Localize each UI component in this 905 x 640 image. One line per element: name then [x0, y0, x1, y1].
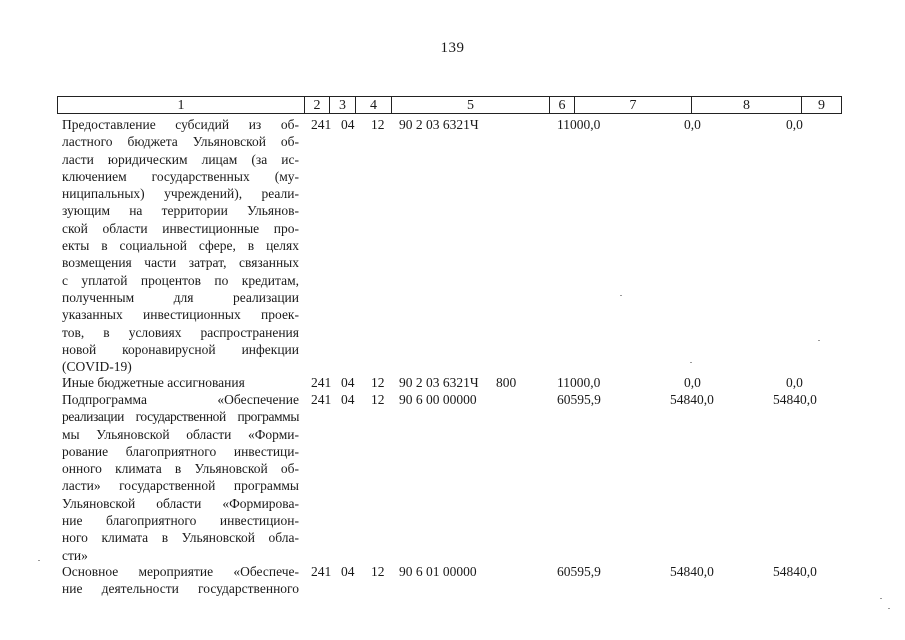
scan-speck [880, 598, 882, 599]
cell-col-8: 0,0 [684, 117, 701, 132]
cell-col-3: 04 [341, 117, 355, 132]
description-line: ние благоприятного инвестицион- [62, 513, 299, 529]
cell-col-9: 54840,0 [773, 392, 817, 407]
table-header-row [57, 96, 842, 114]
header-col-7: 7 [575, 97, 692, 113]
description-line: Основное мероприятие «Обеспече- [62, 564, 299, 579]
description-line: реализации государственной программы [62, 409, 299, 425]
cell-col-7: 60595,9 [557, 392, 601, 407]
cell-col-2: 241 [311, 375, 332, 390]
cell-col-8: 54840,0 [670, 564, 714, 579]
header-col-3: 3 [330, 97, 356, 113]
cell-col-8: 54840,0 [670, 392, 714, 407]
cell-col-3: 04 [341, 375, 355, 390]
cell-col-2: 241 [311, 117, 332, 132]
row-description [62, 116, 299, 375]
description-line: сти» [62, 547, 88, 563]
description-line: екты в социальной сфере, в целях [62, 238, 299, 254]
header-col-2: 2 [305, 97, 330, 113]
description-line: ской области инвестиционные про- [62, 220, 299, 236]
description-line: указанных инвестиционных проек- [62, 307, 299, 323]
cell-col-4: 12 [371, 117, 385, 132]
cell-col-3: 04 [341, 564, 355, 579]
description-line: ного климата в Ульяновской обла- [62, 530, 299, 546]
scan-speck [38, 560, 40, 561]
cell-col-4: 12 [371, 375, 385, 390]
description-line: ключением государственных (му- [62, 168, 299, 184]
description-line: рование благоприятного инвестици- [62, 443, 299, 459]
description-line: Предоставление субсидий из об- [62, 117, 299, 132]
cell-col-3: 04 [341, 392, 355, 407]
cell-col-9: 0,0 [786, 117, 803, 132]
cell-col-2: 241 [311, 564, 332, 579]
description-line: полученным для реализации [62, 289, 299, 305]
header-col-4: 4 [356, 97, 392, 113]
cell-col-4: 12 [371, 564, 385, 579]
cell-col-9: 54840,0 [773, 564, 817, 579]
description-line: возмещения части затрат, связанных [62, 255, 299, 271]
header-col-8: 8 [692, 97, 802, 113]
description-line: мы Ульяновской области «Форми- [62, 426, 299, 442]
header-col-1: 1 [58, 97, 305, 113]
row-description [62, 374, 299, 391]
cell-col-7: 60595,9 [557, 564, 601, 579]
description-line: ластного бюджета Ульяновской об- [62, 134, 299, 150]
description-line: с уплатой процентов по кредитам, [62, 272, 299, 288]
row-description [62, 563, 299, 598]
description-line: зующим на территории Ульянов- [62, 203, 299, 219]
cell-col-8: 0,0 [684, 375, 701, 390]
scan-speck [888, 608, 890, 609]
header-col-9: 9 [818, 98, 825, 113]
cell-col-4: 12 [371, 392, 385, 407]
row-description [62, 391, 299, 564]
scan-speck [690, 362, 692, 363]
description-line: онного климата в Ульяновской об- [62, 461, 299, 477]
cell-col-7: 11000,0 [557, 117, 601, 132]
scan-speck [818, 340, 820, 341]
cell-col-2: 241 [311, 392, 332, 407]
page-number: 139 [440, 40, 465, 56]
description-line: ниципальных) учреждений), реали- [62, 186, 299, 202]
header-col-6: 6 [550, 97, 575, 113]
cell-col-5: 90 2 03 6321Ч [399, 117, 479, 132]
description-line: Ульяновской области «Формирова- [62, 495, 299, 511]
description-line: ласти» государственной программы [62, 478, 299, 494]
cell-col-5: 90 2 03 6321Ч [399, 375, 479, 390]
cell-col-7: 11000,0 [557, 375, 601, 390]
cell-col-5: 90 6 00 00000 [399, 392, 477, 407]
description-line: ние деятельности государственного [62, 581, 299, 597]
header-col-5: 5 [392, 97, 550, 113]
cell-col-6: 800 [496, 375, 517, 390]
description-line: (COVID-19) [62, 359, 132, 375]
cell-col-9: 0,0 [786, 375, 803, 390]
description-line: тов, в условиях распространения [62, 324, 299, 340]
description-line: Иные бюджетные ассигнования [62, 375, 245, 390]
description-line: новой коронавирусной инфекции [62, 341, 299, 357]
scan-speck [620, 295, 622, 296]
description-line: Подпрограмма «Обеспечение [62, 392, 299, 407]
cell-col-5: 90 6 01 00000 [399, 564, 477, 579]
description-line: ласти юридическим лицам (за ис- [62, 151, 299, 167]
